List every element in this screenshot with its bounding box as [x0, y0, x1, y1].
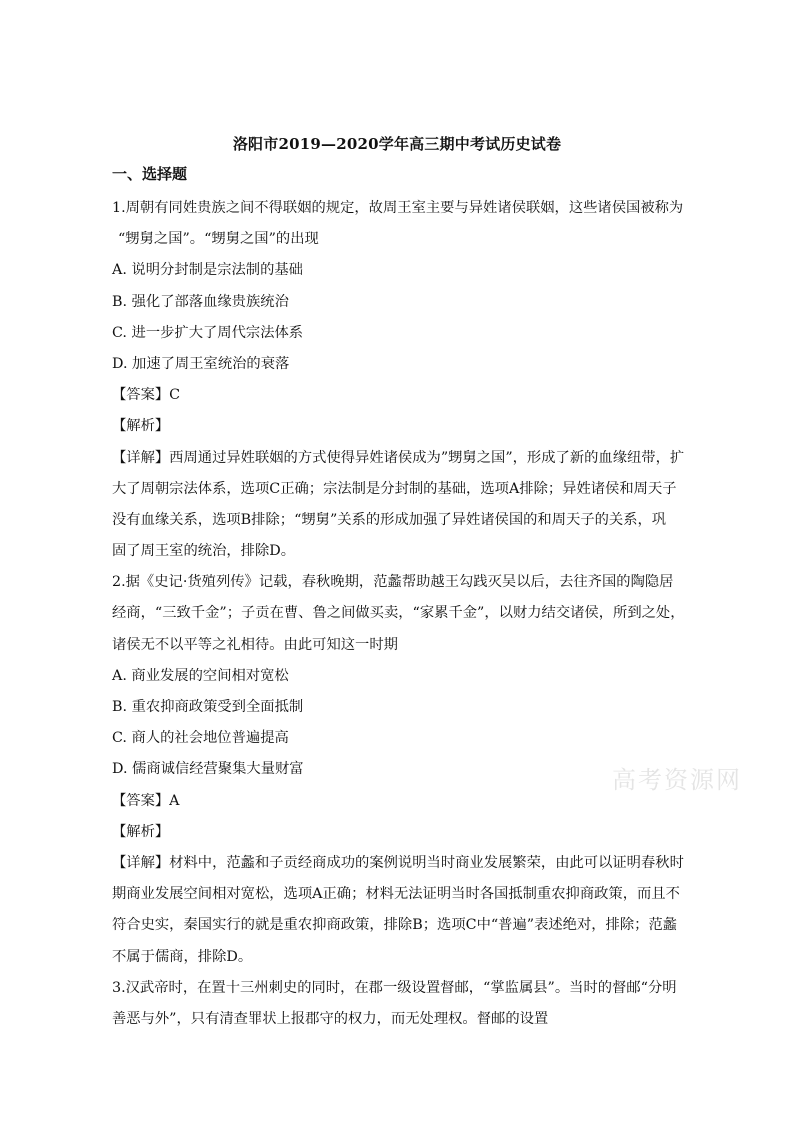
q1-detail-line2: 大了周朝宗法体系，选项C正确；宗法制是分封制的基础，选项A排除；异姓诸侯和周天子	[112, 480, 677, 497]
q1-detail-line1: 【详解】西周通过异姓联姻的方式使得异姓诸侯成为”甥舅之国”，形成了新的血缘纽带，扩	[112, 449, 685, 466]
q2-detail-line1: 【详解】材料中，范蠡和子贡经商成功的案例说明当时商业发展繁荣，由此可以证明春秋时	[112, 854, 684, 871]
q2-answer: 【答案】A	[112, 792, 180, 809]
q1-analysis-label: 【解析】	[112, 418, 170, 435]
question-content	[112, 193, 687, 1035]
q1-option-c: C. 进一步扩大了周代宗法体系	[112, 324, 304, 341]
q2-detail-line3: 符合史实，秦国实行的就是重农抑商政策，排除B；选项C中“普遍”表述绝对，排除；范蠡	[112, 917, 678, 934]
exam-title: 洛阳市2019—2020学年高三期中考试历史试卷	[232, 135, 562, 153]
q1-option-a: A. 说明分封制是宗法制的基础	[112, 262, 303, 279]
q1-option-b: B. 强化了部落血缘贵族统治	[112, 293, 289, 310]
q1-detail-line4: 固了周王室的统治，排除D。	[112, 543, 296, 560]
q2-detail-line4: 不属于儒商，排除D。	[112, 948, 253, 965]
q2-option-d: D. 儒商诚信经营聚集大量财富	[112, 761, 304, 778]
q1-option-d: D. 加速了周王室统治的衰落	[112, 355, 290, 372]
q1-stem-line2: “甥舅之国”。“甥舅之国”的出现	[118, 231, 319, 248]
q2-detail-line2: 期商业发展空间相对宽松，选项A正确；材料无法证明当时各国抵制重农抑商政策，而且不	[112, 886, 680, 903]
q2-option-a: A. 商业发展的空间相对宽松	[112, 667, 289, 684]
q3-stem-line2: 善恶与外”，只有清查罪状上报郡守的权力，而无处理权。督邮的设置	[112, 1010, 549, 1027]
q3-stem-line1: 3.汉武帝时，在置十三州刺史的同时，在郡一级设置督邮，“掌监属县”。当时的督邮“分明	[112, 979, 677, 996]
q2-stem-line2: 经商，“三致千金”；子贡在曹、鲁之间做买卖，“家累千金”，以财力结交诸侯，所到之处，	[112, 605, 685, 622]
section-heading: 一、选择题	[112, 165, 188, 183]
q2-analysis-label: 【解析】	[112, 823, 170, 840]
q1-answer: 【答案】C	[112, 387, 181, 404]
q1-stem-line1: 1.周朝有同姓贵族之间不得联姻的规定，故周王室主要与异姓诸侯联姻，这些诸侯国被称为	[112, 200, 684, 216]
q2-stem-line1: 2.据《史记·货殖列传》记载，春秋晚期，范蠡帮助越王勾践灭吴以后，去往齐国的陶隐居	[112, 574, 674, 591]
watermark: 高考资源网	[612, 766, 742, 794]
q2-option-b: B. 重农抑商政策受到全面抵制	[112, 699, 304, 715]
q2-stem-line3: 诸侯无不以平等之礼相待。由此可知这一时期	[112, 636, 398, 653]
q1-detail-line3: 没有血缘关系，选项B排除；“甥舅”关系的形成加强了异姓诸侯国的和周天子的关系，巩	[112, 511, 667, 528]
q2-option-c: C. 商人的社会地位普遍提高	[112, 730, 289, 747]
